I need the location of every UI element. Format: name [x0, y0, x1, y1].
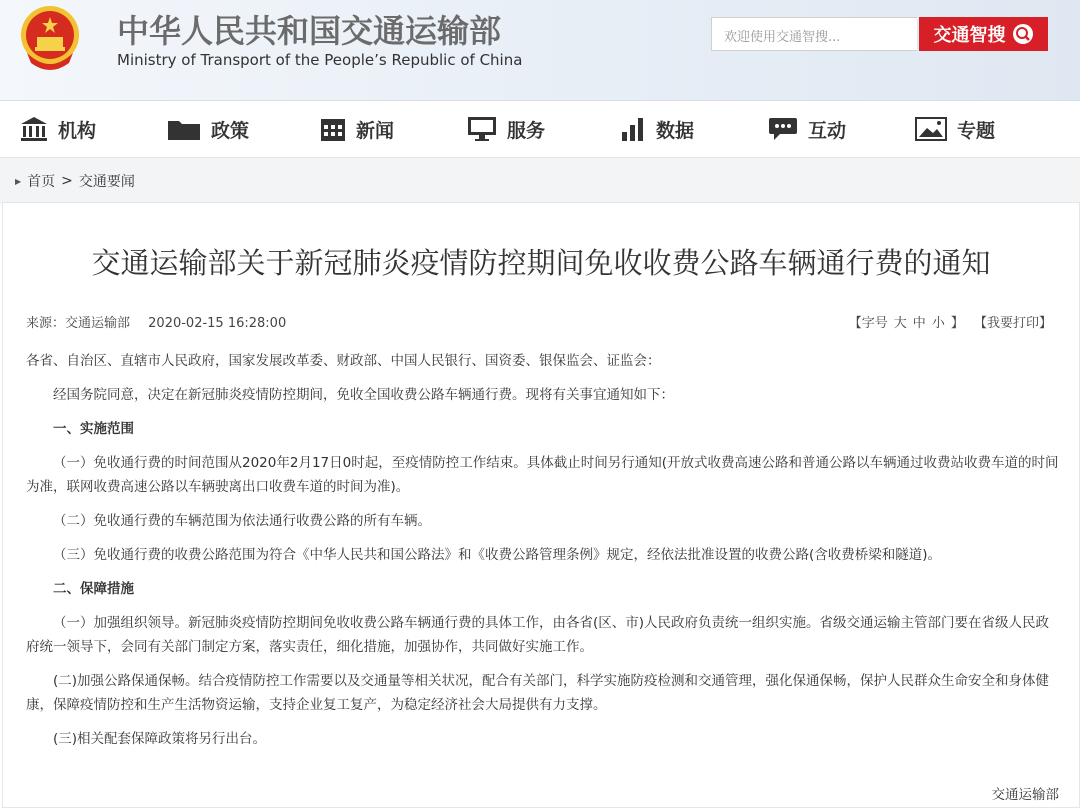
article-panel	[2, 202, 1080, 808]
nav-item-topics[interactable]	[915, 101, 995, 157]
section-heading: 一、实施范围	[53, 421, 134, 437]
calendar-grid-icon	[320, 116, 346, 142]
main-nav	[0, 101, 1080, 158]
nav-item-service[interactable]	[467, 101, 545, 157]
nav-item-news[interactable]	[320, 101, 394, 157]
nav-label: 数据	[656, 119, 695, 142]
paragraph: （一）加强组织领导。新冠肺炎疫情防控期间免收收费公路车辆通行费的具体工作，由各省(区、市)人民政府负责统一组织实施。省级交通运输主管部门要在省级人民政府统一领导下，会同有关部门制定方案，落实责任，细化措施，加强协作，共同做好实施工作。	[26, 615, 1050, 655]
nav-label: 新闻	[356, 119, 395, 142]
nav-label: 互动	[808, 119, 847, 142]
nav-label: 政策	[211, 119, 250, 142]
article-title: 交通运输部关于新冠肺炎疫情防控期间免收收费公路车辆通行费的通知	[91, 246, 991, 280]
monitor-icon	[467, 116, 497, 142]
paragraph: （一）免收通行费的时间范围从2020年2月17日0时起，至疫情防控工作结束。具体截止时间另行通知(开放式收费高速公路和普通公路以车辆通过收费站收费车道的时间为准，联网收费高速公路以车辆驶离出口收费车道的时间为准)。	[26, 455, 1059, 495]
search-input[interactable]: 欢迎使用交通智搜...	[711, 17, 917, 51]
nav-item-agency[interactable]	[20, 101, 96, 157]
chat-bubble-icon	[768, 116, 798, 142]
article-date: 2020-02-15 16:28:00	[148, 316, 287, 331]
nav-label: 服务	[507, 119, 546, 142]
nav-label: 专题	[957, 119, 996, 142]
breadcrumb-current[interactable]: 交通要闻	[78, 174, 135, 190]
search-button[interactable]	[919, 17, 1048, 51]
bar-chart-icon	[620, 116, 646, 142]
nav-label: 机构	[58, 119, 97, 142]
search-button-label: 交通智搜	[933, 25, 1006, 46]
font-size-label: 【字号	[848, 316, 888, 331]
paragraph: (二)加强公路保通保畅。结合疫情防控工作需要以及交通量等相关状况，配合有关部门，科学实施防疫检测和交通管理，强化保通保畅，保护人民群众生命安全和身体健康，保障疫情防控和生产生活物资运输，支持企业复工复产，为稳定经济社会大局提供有力支撑。	[26, 673, 1050, 713]
paragraph: (三)相关配套保障政策将另行出台。	[53, 731, 267, 747]
article-source: 来源：交通运输部	[26, 316, 131, 331]
font-size-small-link[interactable]: 小	[931, 316, 945, 331]
font-size-medium-link[interactable]: 中	[912, 316, 926, 331]
paragraph: （三）免收通行费的收费公路范围为符合《中华人民共和国公路法》和《收费公路管理条例》规定，经依法批准设置的收费公路(含收费桥梁和隧道)。	[53, 547, 942, 563]
breadcrumb-home[interactable]: 首页	[27, 174, 56, 190]
paragraph: （二）免收通行费的车辆范围为依法通行收费公路的所有车辆。	[53, 513, 431, 529]
nav-item-interact[interactable]	[768, 101, 846, 157]
section-heading: 二、保障措施	[53, 581, 134, 597]
national-emblem-icon[interactable]	[17, 3, 83, 73]
intro-paragraph: 经国务院同意，决定在新冠肺炎疫情防控期间，免收全国收费公路车辆通行费。现将有关事宜通知如下：	[53, 387, 674, 403]
breadcrumb	[0, 158, 1080, 204]
image-icon	[915, 117, 947, 141]
breadcrumb-arrow-icon: ▶	[15, 176, 22, 186]
font-size-large-link[interactable]: 大	[893, 316, 907, 331]
breadcrumb-separator: >	[61, 173, 73, 189]
site-header	[0, 0, 1080, 101]
building-icon	[20, 116, 48, 142]
site-title-cn: 中华人民共和国交通运输部	[117, 12, 502, 50]
nav-item-data[interactable]	[620, 101, 694, 157]
addressee: 各省、自治区、直辖市人民政府，国家发展改革委、财政部、中国人民银行、国资委、银保监会、证监会：	[26, 353, 661, 369]
font-size-close: 】	[950, 316, 964, 331]
search-icon	[1012, 23, 1034, 45]
nav-item-policy[interactable]	[167, 101, 249, 157]
print-link[interactable]: 【我要打印】	[973, 316, 1052, 331]
folder-icon	[167, 117, 201, 141]
article-tools	[846, 312, 1055, 331]
article-body	[26, 349, 1059, 761]
signature: 交通运输部	[991, 787, 1059, 803]
article-meta	[26, 312, 1055, 331]
site-title-en: Ministry of Transport of the People’s Republic of China	[117, 51, 523, 69]
